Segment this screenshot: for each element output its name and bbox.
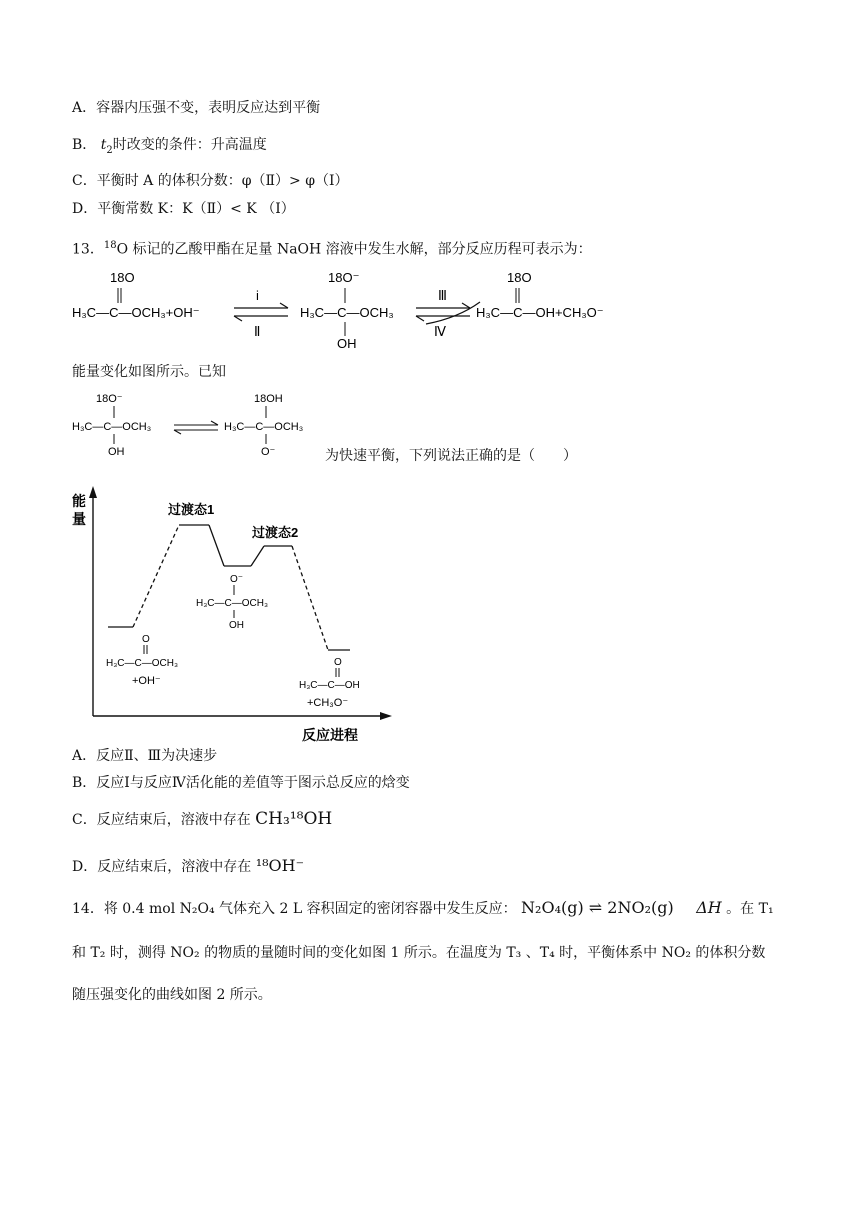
fast-equilibrium-scheme xyxy=(66,392,336,462)
inter-bot: OH xyxy=(229,620,244,631)
reactant-top: O xyxy=(142,634,150,645)
y-label-1: 能 xyxy=(72,493,86,509)
option-13-c: C．反应结束后，溶液中存在 CH₃¹⁸OH xyxy=(72,809,333,829)
option-12-d: D．平衡常数 K：K（Ⅱ）< K （Ⅰ） xyxy=(72,201,295,217)
energy-note: 能量变化如图所示。已知 xyxy=(72,364,226,380)
label-oh: OH xyxy=(337,336,357,351)
label-18o-product: 18O xyxy=(507,270,532,285)
option-12-c: C．平衡时 A 的体积分数：φ（Ⅱ）> φ（Ⅰ） xyxy=(72,173,349,189)
reactant-formula: H₃C—C—OCH₃+OH⁻ xyxy=(72,305,200,320)
step-i: i xyxy=(256,288,259,303)
energy-profile-diagram xyxy=(66,484,396,746)
reactant-mid: H₃C—C—OCH₃ xyxy=(106,658,179,669)
product-mid: H₃C—C—OH xyxy=(299,680,360,691)
step-iii: Ⅲ xyxy=(438,288,447,303)
eq-left-formula: H₃C—C—OCH₃ xyxy=(72,421,152,433)
eq-left-oh: OH xyxy=(108,446,125,458)
equilibrium-tail: 为快速平衡，下列说法正确的是（ ） xyxy=(325,448,577,464)
option-13-d: D．反应结束后，溶液中存在 ¹⁸OH⁻ xyxy=(72,856,305,875)
label-18o: 18O xyxy=(110,270,135,285)
x-label: 反应进程 xyxy=(302,727,358,743)
option-12-b: B． $t_2$时改变的条件：升高温度 xyxy=(72,137,267,156)
eq-label-18oh: 18OH xyxy=(254,393,283,405)
reaction-scheme xyxy=(66,266,666,356)
inter-mid: H₃C—C—OCH₃ xyxy=(196,598,269,609)
product-top: O xyxy=(334,657,342,668)
question-13-stem: 13．$^{18}$O 标记的乙酸甲酯在足量 NaOH 溶液中发生水解，部分反应历程可表示为： xyxy=(72,240,592,258)
reactant-bot: +OH⁻ xyxy=(132,675,161,687)
question-14-line-3: 随压强变化的曲线如图 2 所示。 xyxy=(72,987,272,1003)
option-13-a: A．反应Ⅱ、Ⅲ为决速步 xyxy=(72,748,218,764)
eq-label-18o-minus: 18O⁻ xyxy=(96,393,123,405)
intermediate-formula: H₃C—C—OCH₃ xyxy=(300,305,394,320)
question-14-line-2: 和 T₂ 时，测得 NO₂ 的物质的量随时间的变化如图 1 所示。在温度为 T₃ 、T₄ 时，平衡体系中 NO₂ 的体积分数 xyxy=(72,945,766,961)
option-13-b: B．反应Ⅰ与反应Ⅳ活化能的差值等于图示总反应的焓变 xyxy=(72,775,410,791)
eq-right-o-minus: O⁻ xyxy=(261,446,276,458)
product-bot: +CH₃O⁻ xyxy=(307,697,349,709)
y-label-2: 量 xyxy=(72,511,86,527)
option-12-a: A．容器内压强不变，表明反应达到平衡 xyxy=(72,100,321,116)
product-formula: H₃C—C—OH+CH₃O⁻ xyxy=(476,305,604,320)
step-ii: Ⅱ xyxy=(254,324,261,339)
eq-right-formula: H₃C—C—OCH₃ xyxy=(224,421,304,433)
ts2-label: 过渡态2 xyxy=(252,525,299,540)
inter-top: O⁻ xyxy=(230,574,244,585)
question-14-line-1: 14．将 0.4 mol N₂O₄ 气体充入 2 L 容积固定的密闭容器中发生反应： N₂O₄(g) ⇌ 2NO₂(g) ΔH 。在 T₁ xyxy=(72,898,774,917)
label-18o-minus: 18O⁻ xyxy=(328,270,360,285)
ts1-label: 过渡态1 xyxy=(168,502,215,517)
step-iv: Ⅳ xyxy=(434,324,446,339)
